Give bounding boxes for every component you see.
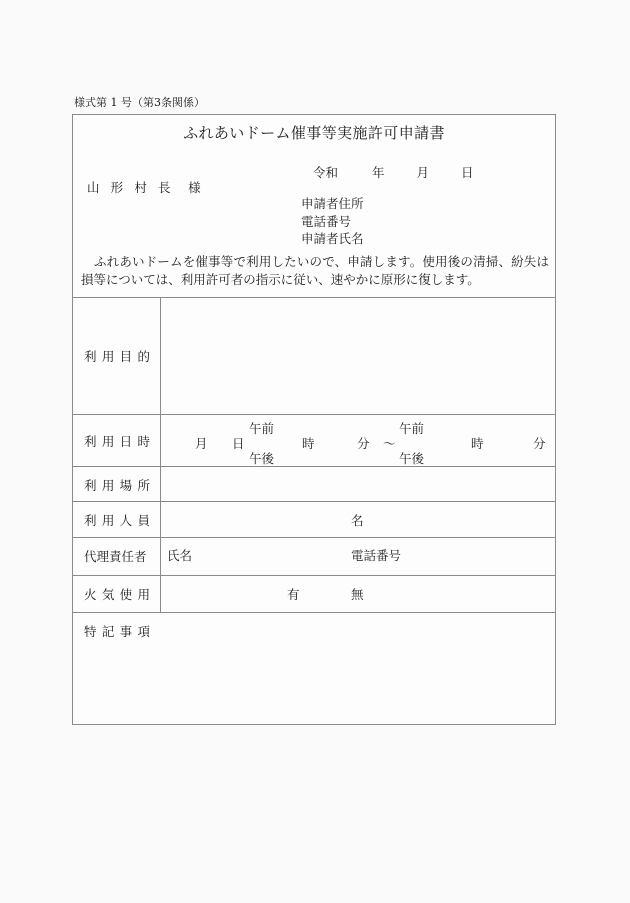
end-hour-unit: 時 [471, 436, 484, 451]
label-purpose: 利用目的 [84, 349, 150, 364]
datetime-input-area[interactable] [161, 415, 555, 466]
label-people: 利用人員 [84, 513, 150, 528]
applicant-phone-label: 電話番号 [301, 213, 352, 229]
addressee-honorific: 様 [188, 180, 201, 195]
date-month-unit: 月 [416, 165, 430, 180]
place-input-area[interactable] [161, 467, 555, 501]
pm-start-option[interactable]: 午後 [249, 451, 275, 466]
agent-input-area[interactable] [161, 538, 555, 575]
agent-phone-label: 電話番号 [351, 548, 402, 563]
datetime-composite [161, 415, 555, 466]
applicant-fields [301, 195, 364, 248]
addressee-line [87, 178, 201, 196]
label-datetime: 利用日時 [84, 433, 150, 449]
month-unit: 月 [195, 436, 208, 451]
start-hour-unit: 時 [302, 436, 315, 451]
statement-paragraph: ふれあいドームを催事等で利用したいので、申請します。使用後の清掃、紛失は損等については、利用許可者の指示に従い、速やかに原形に復します。 [81, 254, 549, 287]
purpose-input-area[interactable] [161, 298, 555, 414]
row-label-cell [73, 415, 161, 466]
label-notes: 特記事項 [84, 624, 150, 639]
page-title: ふれあいドーム催事等実施許可申請書 [183, 124, 445, 142]
applicant-address-label: 申請者住所 [301, 196, 364, 211]
row-label-cell [73, 298, 161, 414]
date-day-unit: 日 [461, 165, 474, 180]
fire-option-no[interactable]: 無 [351, 587, 364, 602]
fire-input-area[interactable] [161, 576, 555, 612]
start-minute-unit: 分 [357, 436, 370, 451]
label-agent: 代理責任者 [84, 549, 147, 564]
am-end-option[interactable]: 午前 [399, 421, 425, 436]
form-table [73, 297, 555, 725]
applicant-name-label: 申請者氏名 [301, 231, 364, 246]
date-era-label: 令和 [313, 165, 339, 180]
table-row-fire [73, 575, 555, 612]
table-row-people [73, 501, 555, 537]
pm-end-option[interactable]: 午後 [399, 451, 425, 466]
label-fire: 火気使用 [84, 587, 150, 602]
table-row-datetime [73, 414, 555, 466]
row-label-cell [73, 576, 161, 612]
label-place: 利用場所 [84, 478, 150, 493]
table-row-notes [73, 612, 555, 725]
row-label-cell [73, 502, 161, 537]
form-number: 様式第 1 号（第3条関係） [74, 96, 205, 109]
row-label-cell [73, 467, 161, 501]
notes-input-area[interactable] [73, 613, 555, 725]
fire-option-yes[interactable]: 有 [287, 587, 300, 602]
table-row-purpose [73, 297, 555, 414]
date-line [313, 163, 474, 181]
day-unit: 日 [232, 436, 245, 451]
date-year-unit: 年 [372, 165, 385, 180]
people-input-area[interactable] [161, 502, 555, 537]
table-row-place [73, 466, 555, 501]
agent-name-label: 氏名 [167, 548, 193, 563]
range-separator: ～ [383, 436, 396, 451]
people-counter-unit: 名 [351, 513, 364, 528]
am-start-option[interactable]: 午前 [249, 421, 275, 436]
table-row-agent [73, 537, 555, 575]
row-label-cell [73, 538, 161, 575]
application-form-frame [72, 114, 556, 725]
end-minute-unit: 分 [533, 436, 546, 451]
addressee-name: 山 形 村 長 [87, 180, 175, 195]
